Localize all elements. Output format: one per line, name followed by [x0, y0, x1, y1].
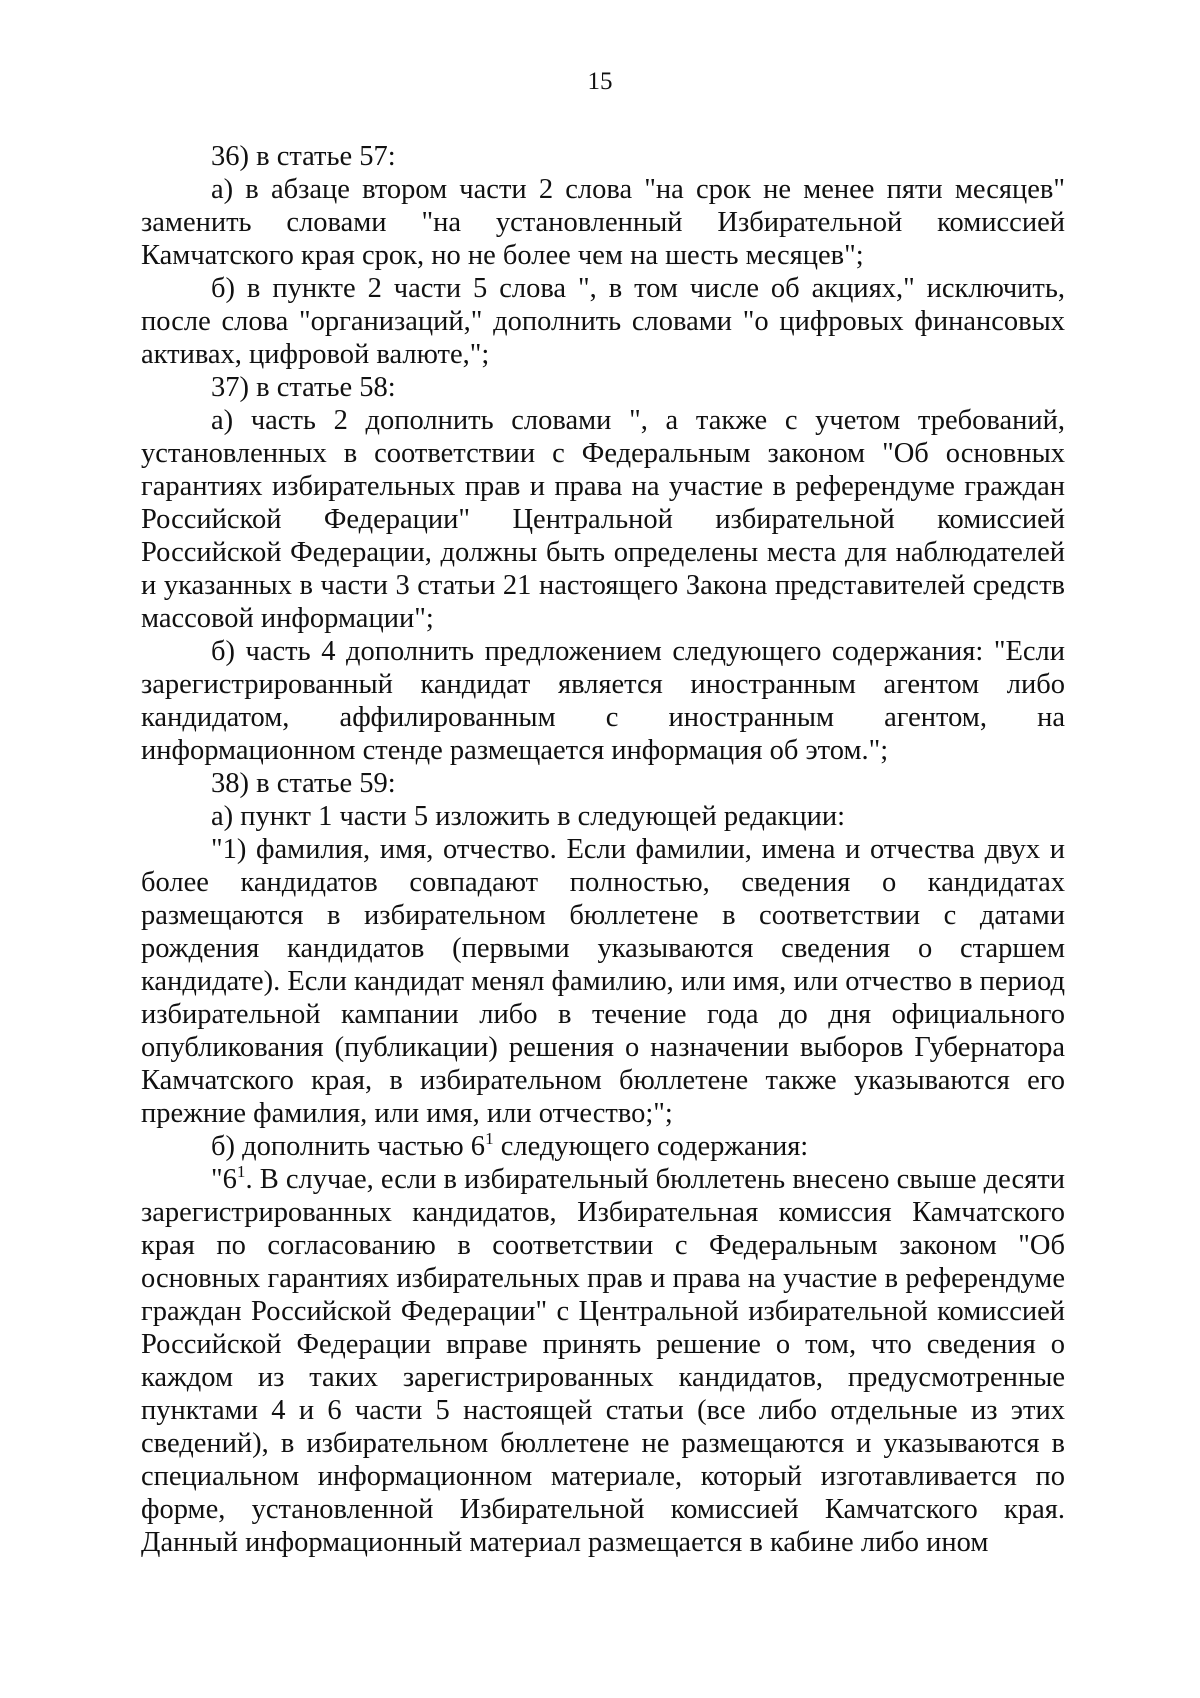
paragraph-6-1-after: . В случае, если в избирательный бюллетень внесено свыше десяти зарегистрированных кандидатов, Избирательная комиссия Камчатского края по согласованию в соответствии с Федеральным законом "Об основных гарантиях избирательных прав и права на участие в референдуме граждан Российской Федерации" с Центральной избирательной комиссией Российской Федерации вправе принять решение о том, что сведения о каждом из таких зарегистрированных кандидатов, предусмотренные пунктами 4 и 6 части 5 настоящей статьи (все либо отдельные из этих сведений), в избирательном бюллетене не размещаются и указываются в специальном информационном материале, который изготавливается по форме, установленной Избирательной комиссией Камчатского края. Данный информационный материал размещается в кабине либо ином — [141, 1164, 1065, 1558]
paragraph-item-38a-text: "1) фамилия, имя, отчество. Если фамилии, имена и отчества двух и более кандидатов совпадают полностью, сведения о кандидатах размещаются в избирательном бюллетене в соответствии с датами рождения кандидатов (первыми указываются сведения о старшем кандидате). Если кандидат менял фамилию, или имя, или отчество в период избирательной кампании либо в течение года до дня официального опубликования (публикации) решения о назначении выборов Губернатора Камчатского края, в избирательном бюллетене также указываются его прежние фамилия, или имя, или отчество;"; — [141, 834, 1065, 1129]
paragraph-item-37b: б) часть 4 дополнить предложением следующего содержания: "Если зарегистрированный кандидат является иностранным агентом либо кандидатом, аффилированным с иностранным агентом, на информационном стенде размещается информация об этом."; — [141, 636, 1065, 766]
paragraph-item-38: 38) в статье 59: — [211, 768, 396, 799]
paragraph-38b-before: б) дополнить частью 6 — [211, 1131, 486, 1162]
superscript-mark: 1 — [485, 1128, 494, 1148]
paragraph-item-37: 37) в статье 58: — [211, 372, 396, 403]
paragraph-item-36: 36) в статье 57: — [211, 141, 396, 172]
document-body — [141, 140, 1065, 1559]
paragraph-38b-after: следующего содержания: — [493, 1131, 809, 1162]
page-number: 15 — [587, 68, 613, 95]
paragraph-item-36b: б) в пункте 2 части 5 слова ", в том числе об акциях," исключить, после слова "организаций," дополнить словами "о цифровых финансовых активах, цифровой валюте,"; — [141, 273, 1065, 370]
paragraph-item-38a: а) пункт 1 части 5 изложить в следующей редакции: — [211, 801, 846, 832]
paragraph-item-6-1 — [141, 1163, 1065, 1559]
paragraph-item-38b — [141, 1130, 1065, 1163]
paragraph-item-36a: а) в абзаце втором части 2 слова "на срок не менее пяти месяцев" заменить словами "на установленный Избирательной комиссией Камчатского края срок, но не более чем на шесть месяцев"; — [141, 174, 1065, 271]
superscript-mark: 1 — [236, 1161, 246, 1181]
paragraph-6-1-before: "6 — [211, 1164, 237, 1195]
paragraph-item-37a: а) часть 2 дополнить словами ", а также с учетом требований, установленных в соответствии с Федеральным законом "Об основных гарантиях избирательных прав и права на участие в референдуме граждан Российской Федерации" Центральной избирательной комиссией Российской Федерации, должны быть определены места для наблюдателей и указанных в части 3 статьи 21 настоящего Закона представителей средств массовой информации"; — [141, 405, 1065, 634]
